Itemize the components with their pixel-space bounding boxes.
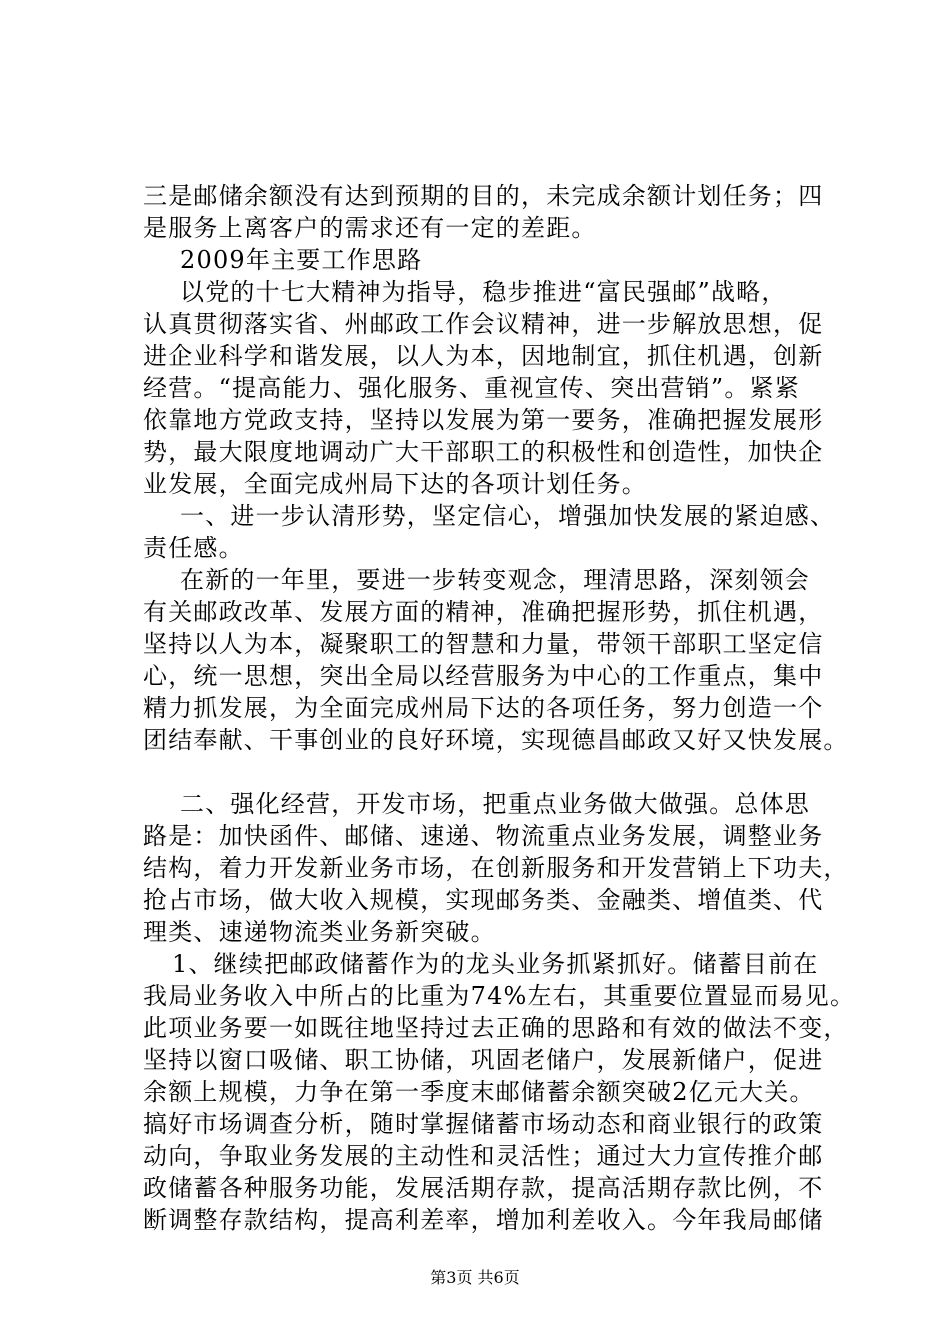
text-line: 业发展，全面完成州局下达的各项计划任务。 xyxy=(143,470,647,498)
section-heading: 二、强化经营，开发市场，把重点业务做大做强。总体思 xyxy=(180,790,810,818)
text-line: 政储蓄各种服务功能，发展活期存款，提高活期存款比例，不 xyxy=(143,1174,824,1202)
text-line: 是服务上离客户的需求还有一定的差距。 xyxy=(143,214,597,242)
page-number-footer: 第3页 共6页 xyxy=(430,1268,520,1287)
text-line: 心，统一思想，突出全局以经营服务为中心的工作重点，集中 xyxy=(143,662,824,690)
section-heading: 2009年主要工作思路 xyxy=(180,246,423,274)
text-line: 在新的一年里，要进一步转变观念，理清思路，深刻领会 xyxy=(180,566,810,594)
text-line: 依靠地方党政支持，坚持以发展为第一要务，准确把握发展形 xyxy=(143,406,824,434)
text-line: 坚持以人为本，凝聚职工的智慧和力量，带领干部职工坚定信 xyxy=(143,630,824,658)
text-line: 抢占市场，做大收入规模，实现邮务类、金融类、增值类、代 xyxy=(143,886,824,914)
text-line: 团结奉献、干事创业的良好环境，实现德昌邮政又好又快发展。 xyxy=(143,726,849,754)
text-line: 三是邮储余额没有达到预期的目的，未完成余额计划任务；四 xyxy=(143,182,824,210)
text-line: 路是：加快函件、邮储、速递、物流重点业务发展，调整业务 xyxy=(143,822,824,850)
text-line: 进企业科学和谐发展，以人为本，因地制宜，抓住机遇，创新 xyxy=(143,342,824,370)
text-line: 余额上规模，力争在第一季度末邮储蓄余额突破2亿元大关。 xyxy=(143,1078,815,1106)
section-heading: 责任感。 xyxy=(143,534,244,562)
text-line: 动向，争取业务发展的主动性和灵活性；通过大力宣传推介邮 xyxy=(143,1142,824,1170)
text-line: 势，最大限度地调动广大干部职工的积极性和创造性，加快企 xyxy=(143,438,824,466)
text-line: 有关邮政改革、发展方面的精神，准确把握形势，抓住机遇， xyxy=(143,598,824,626)
text-line: 以党的十七大精神为指导，稳步推进“富民强邮”战略， xyxy=(180,278,787,306)
text-line: 精力抓发展，为全面完成州局下达的各项任务，努力创造一个 xyxy=(143,694,824,722)
text-line: 经营。“提高能力、强化服务、重视宣传、突出营销”。紧紧 xyxy=(143,374,800,402)
text-line: 结构，着力开发新业务市场，在创新服务和开发营销上下功夫， xyxy=(143,854,849,882)
text-line: 坚持以窗口吸储、职工协储，巩固老储户，发展新储户，促进 xyxy=(143,1046,824,1074)
section-heading: 一、进一步认清形势，坚定信心，增强加快发展的紧迫感、 xyxy=(180,502,836,530)
text-line: 理类、速递物流类业务新突破。 xyxy=(143,918,496,946)
text-line: 此项业务要一如既往地坚持过去正确的思路和有效的做法不变， xyxy=(143,1014,849,1042)
subsection-heading: 1、继续把邮政储蓄作为的龙头业务抓紧抓好。储蓄目前在 xyxy=(172,950,819,978)
text-line: 我局业务收入中所占的比重为74%左右，其重要位置显而易见。 xyxy=(143,982,856,1010)
text-line: 断调整存款结构，提高利差率，增加利差收入。今年我局邮储 xyxy=(143,1206,824,1234)
text-line: 搞好市场调查分析，随时掌握储蓄市场动态和商业银行的政策 xyxy=(143,1110,824,1138)
text-line: 认真贯彻落实省、州邮政工作会议精神，进一步解放思想，促 xyxy=(143,310,824,338)
